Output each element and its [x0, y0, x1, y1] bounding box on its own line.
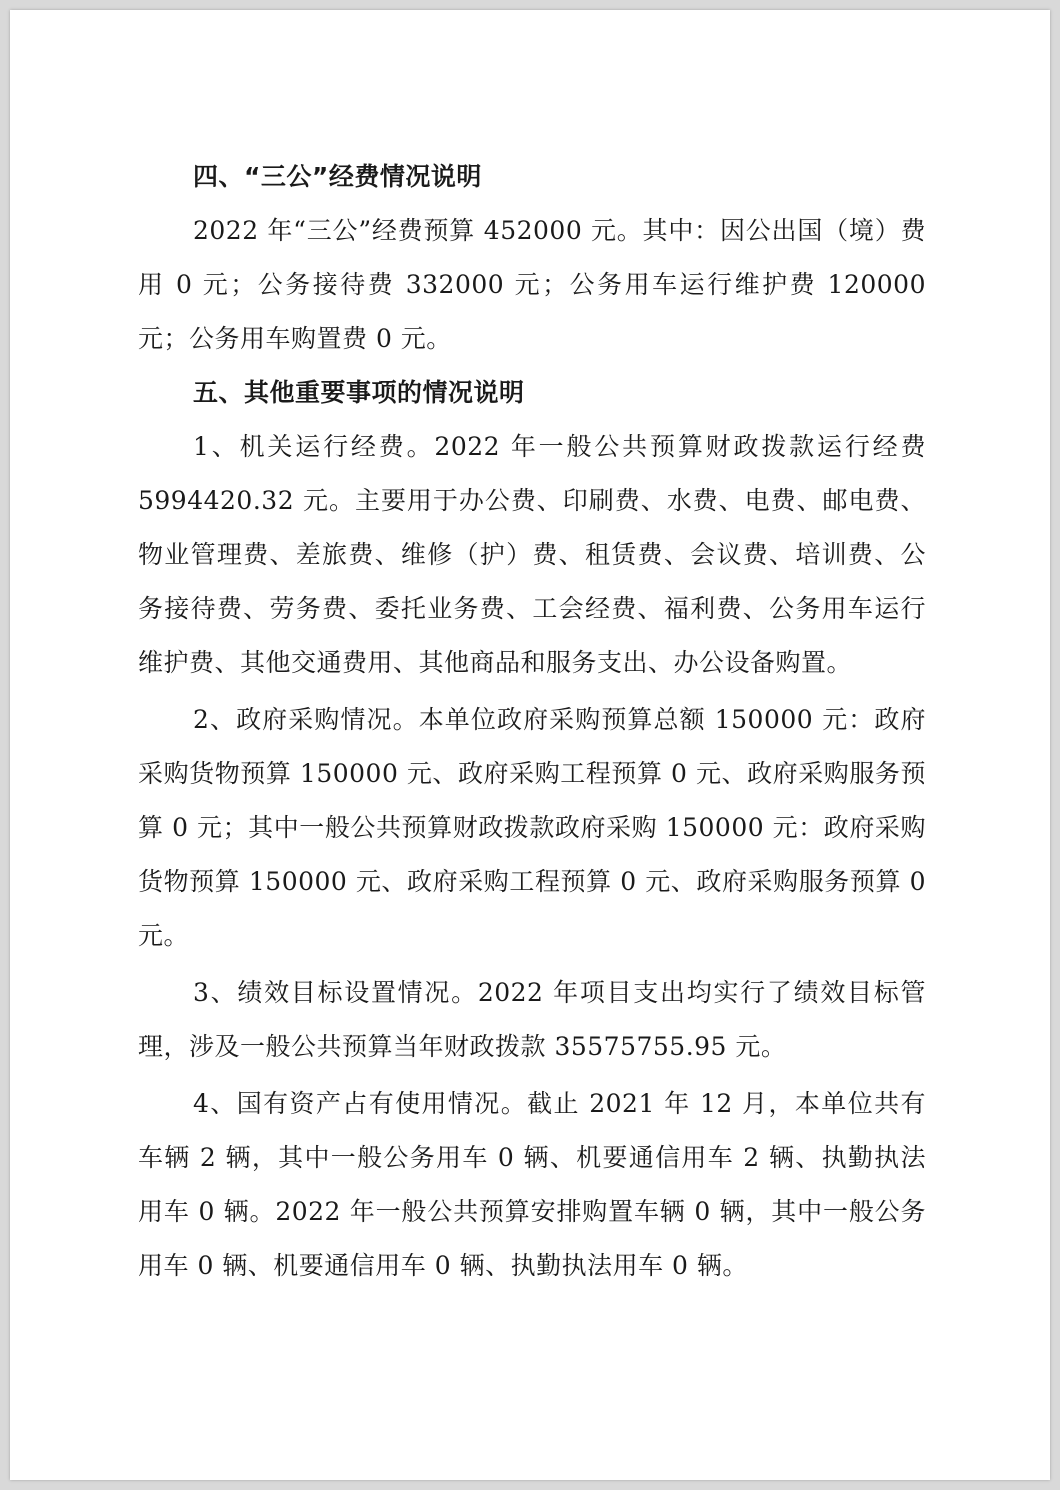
paragraph-operating-expenses: 1、机关运行经费。2022 年一般公共预算财政拨款运行经费 5994420.32 元。主要用于办公费、印刷费、水费、电费、邮电费、物业管理费、差旅费、维修（护）费、租赁费、会议费、培训费、公务接待费、劳务费、委托业务费、工会经费、福利费、公务用车运行维护费、其他交通费用、其他商品和服务支出、办公设备购置。 [138, 432, 926, 677]
paragraph-state-assets: 4、国有资产占有使用情况。截止 2021 年 12 月，本单位共有车辆 2 辆，其中一般公务用车 0 辆、机要通信用车 2 辆、执勤执法用车 0 辆。2022 年一般公共预算安排购置车辆 0 辆，其中一般公务用车 0 辆、机要通信用车 0 辆、执勤执法用车 0 辆。 [138, 1089, 926, 1280]
section-heading-sangong: 四、“三公”经费情况说明 [193, 162, 482, 191]
paragraph-sangong-budget: 2022 年“三公”经费预算 452000 元。其中：因公出国（境）费用 0 元；公务接待费 332000 元；公务用车运行维护费 120000 元；公务用车购置费 0 元。 [138, 216, 926, 353]
paragraph-performance-targets: 3、绩效目标设置情况。2022 年项目支出均实行了绩效目标管理，涉及一般公共预算当年财政拨款 35575755.95 元。 [138, 978, 926, 1061]
document-body [138, 150, 926, 1293]
section-heading-other-matters: 五、其他重要事项的情况说明 [193, 378, 525, 407]
document-page [10, 10, 1050, 1480]
paragraph-government-procurement: 2、政府采购情况。本单位政府采购预算总额 150000 元：政府采购货物预算 150000 元、政府采购工程预算 0 元、政府采购服务预算 0 元；其中一般公共预算财政拨款政府采购 150000 元：政府采购货物预算 150000 元、政府采购工程预算 0 元、政府采购服务预算 0 元。 [138, 705, 926, 950]
